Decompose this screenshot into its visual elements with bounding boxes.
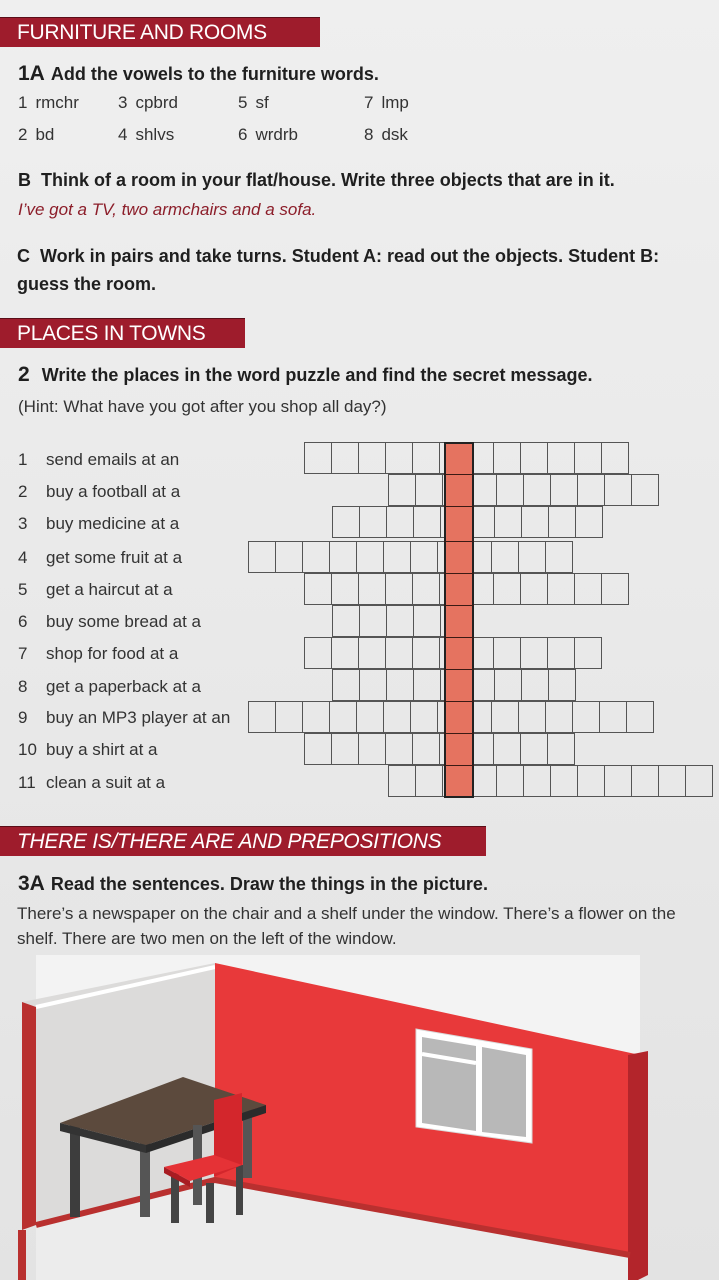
puzzle-cell[interactable] bbox=[412, 573, 440, 605]
section-title: THERE IS/THERE ARE AND PREPOSITIONS bbox=[17, 830, 442, 853]
exercise-letter: B bbox=[18, 170, 31, 190]
section-banner-furniture bbox=[0, 17, 320, 47]
puzzle-cell[interactable] bbox=[604, 765, 632, 797]
puzzle-cell[interactable] bbox=[356, 701, 384, 733]
puzzle-cell[interactable] bbox=[304, 733, 332, 765]
puzzle-cell[interactable] bbox=[358, 442, 386, 474]
puzzle-cell[interactable] bbox=[304, 637, 332, 669]
puzzle-cell[interactable] bbox=[302, 701, 330, 733]
puzzle-cell[interactable] bbox=[415, 765, 443, 797]
puzzle-cell[interactable] bbox=[574, 637, 602, 669]
puzzle-cell[interactable] bbox=[521, 669, 549, 701]
puzzle-cell[interactable] bbox=[413, 605, 441, 637]
puzzle-cell[interactable] bbox=[412, 637, 440, 669]
puzzle-cell[interactable] bbox=[248, 701, 276, 733]
puzzle-cell[interactable] bbox=[383, 541, 411, 573]
exercise-number: 3A bbox=[18, 872, 45, 895]
exercise-1b-heading bbox=[18, 170, 615, 191]
puzzle-cell[interactable] bbox=[599, 701, 627, 733]
grid-line bbox=[444, 506, 474, 507]
grid-line bbox=[444, 637, 474, 638]
puzzle-cell[interactable] bbox=[491, 541, 519, 573]
puzzle-cell[interactable] bbox=[547, 573, 575, 605]
puzzle-cell[interactable] bbox=[388, 765, 416, 797]
puzzle-cell[interactable] bbox=[331, 733, 359, 765]
puzzle-cell[interactable] bbox=[332, 669, 360, 701]
puzzle-cell[interactable] bbox=[601, 442, 629, 474]
secret-message-column bbox=[444, 442, 474, 798]
puzzle-row-2 bbox=[388, 474, 658, 506]
hint-text: (Hint: What have you got after you shop all day?) bbox=[18, 397, 387, 416]
puzzle-cell[interactable] bbox=[631, 765, 659, 797]
exercise-instruction: Read the sentences. Draw the things in the picture. bbox=[50, 874, 488, 894]
puzzle-cell[interactable] bbox=[383, 701, 411, 733]
puzzle-cell[interactable] bbox=[658, 765, 686, 797]
exercise-3a-text: There’s a newspaper on the chair and a shelf under the window. There’s a flower on the shelf. There are two men on the left of the window. bbox=[17, 904, 676, 948]
exercise-3a-heading bbox=[18, 872, 488, 896]
puzzle-cell[interactable] bbox=[358, 573, 386, 605]
puzzle-cell[interactable] bbox=[386, 669, 414, 701]
grid-line bbox=[444, 701, 474, 702]
back-wall-edge bbox=[628, 1051, 648, 1280]
exercise-letter: C bbox=[17, 246, 30, 266]
exercise-instruction: Think of a room in your flat/house. Write three objects that are in it. bbox=[41, 170, 615, 190]
grid-line bbox=[444, 669, 474, 670]
puzzle-cell[interactable] bbox=[493, 573, 521, 605]
puzzle-cell[interactable] bbox=[412, 733, 440, 765]
puzzle-cell[interactable] bbox=[493, 637, 521, 669]
puzzle-cell[interactable] bbox=[547, 637, 575, 669]
clue-item: 10 buy a shirt at a bbox=[18, 740, 158, 759]
word-item: 6 wrdrb bbox=[238, 125, 298, 144]
word-item: 3 cpbrd bbox=[118, 93, 178, 112]
puzzle-cell[interactable] bbox=[304, 442, 332, 474]
puzzle-cell[interactable] bbox=[413, 506, 441, 538]
puzzle-cell[interactable] bbox=[577, 474, 605, 506]
puzzle-cell[interactable] bbox=[248, 541, 276, 573]
puzzle-cell[interactable] bbox=[496, 474, 524, 506]
puzzle-cell[interactable] bbox=[332, 605, 360, 637]
puzzle-cell[interactable] bbox=[518, 541, 546, 573]
puzzle-cell[interactable] bbox=[304, 573, 332, 605]
section-banner-places bbox=[0, 318, 245, 348]
section-title: PLACES IN TOWNS bbox=[17, 322, 206, 345]
puzzle-cell[interactable] bbox=[493, 733, 521, 765]
clue-item: 6 buy some bread at a bbox=[18, 612, 201, 631]
puzzle-cell[interactable] bbox=[331, 573, 359, 605]
grid-line bbox=[444, 573, 474, 574]
exercise-1a-heading bbox=[18, 62, 379, 86]
puzzle-cell[interactable] bbox=[386, 506, 414, 538]
puzzle-cell[interactable] bbox=[520, 573, 548, 605]
puzzle-cell[interactable] bbox=[329, 541, 357, 573]
puzzle-cell[interactable] bbox=[494, 669, 522, 701]
puzzle-cell[interactable] bbox=[329, 701, 357, 733]
word-item: 4 shlvs bbox=[118, 125, 175, 144]
puzzle-cell[interactable] bbox=[275, 541, 303, 573]
puzzle-cell[interactable] bbox=[548, 506, 576, 538]
puzzle-cell[interactable] bbox=[302, 541, 330, 573]
example-sentence: I’ve got a TV, two armchairs and a sofa. bbox=[18, 200, 317, 219]
puzzle-cell[interactable] bbox=[548, 669, 576, 701]
puzzle-cell[interactable] bbox=[415, 474, 443, 506]
puzzle-cell[interactable] bbox=[545, 701, 573, 733]
clue-item: 8 get a paperback at a bbox=[18, 677, 202, 696]
puzzle-cell[interactable] bbox=[550, 474, 578, 506]
puzzle-cell[interactable] bbox=[545, 541, 573, 573]
puzzle-cell[interactable] bbox=[521, 506, 549, 538]
puzzle-cell[interactable] bbox=[604, 474, 632, 506]
puzzle-cell[interactable] bbox=[388, 474, 416, 506]
puzzle-cell[interactable] bbox=[520, 733, 548, 765]
left-wall-edge bbox=[22, 1002, 36, 1230]
puzzle-cell[interactable] bbox=[359, 605, 387, 637]
clue-item: 2 buy a football at a bbox=[18, 482, 181, 501]
puzzle-cell[interactable] bbox=[385, 733, 413, 765]
word-item: 1 rmchr bbox=[18, 93, 79, 112]
puzzle-cell[interactable] bbox=[523, 474, 551, 506]
puzzle-cell[interactable] bbox=[412, 442, 440, 474]
puzzle-cell[interactable] bbox=[518, 701, 546, 733]
puzzle-cell[interactable] bbox=[356, 541, 384, 573]
clue-item: 1 send emails at an bbox=[18, 450, 180, 469]
puzzle-cell[interactable] bbox=[410, 701, 438, 733]
puzzle-cell[interactable] bbox=[385, 637, 413, 669]
puzzle-cell[interactable] bbox=[494, 506, 522, 538]
puzzle-cell[interactable] bbox=[601, 573, 629, 605]
puzzle-cell[interactable] bbox=[358, 637, 386, 669]
puzzle-cell[interactable] bbox=[496, 765, 524, 797]
puzzle-cell[interactable] bbox=[331, 637, 359, 669]
puzzle-cell[interactable] bbox=[332, 506, 360, 538]
puzzle-cell[interactable] bbox=[572, 701, 600, 733]
puzzle-cell[interactable] bbox=[520, 442, 548, 474]
section-title: FURNITURE AND ROOMS bbox=[17, 21, 267, 44]
word-item: 7 lmp bbox=[364, 93, 409, 112]
clue-item: 11 clean a suit at a bbox=[18, 773, 166, 792]
puzzle-cell[interactable] bbox=[547, 442, 575, 474]
room-illustration[interactable] bbox=[0, 955, 719, 1280]
grid-line bbox=[444, 541, 474, 542]
puzzle-cell[interactable] bbox=[491, 701, 519, 733]
puzzle-cell[interactable] bbox=[574, 442, 602, 474]
puzzle-cell[interactable] bbox=[359, 506, 387, 538]
puzzle-row-10 bbox=[304, 733, 574, 765]
word-item: 5 sf bbox=[238, 93, 269, 112]
puzzle-cell[interactable] bbox=[520, 637, 548, 669]
puzzle-cell[interactable] bbox=[413, 669, 441, 701]
puzzle-cell[interactable] bbox=[577, 765, 605, 797]
clue-item: 9 buy an MP3 player at an bbox=[18, 708, 231, 727]
exercise-instruction: Work in pairs and take turns. Student A: read out the objects. Student B: guess the room. bbox=[17, 246, 660, 294]
puzzle-cell[interactable] bbox=[410, 541, 438, 573]
puzzle-row-11 bbox=[388, 765, 712, 797]
puzzle-cell[interactable] bbox=[359, 669, 387, 701]
exercise-2-heading bbox=[18, 363, 593, 387]
puzzle-cell[interactable] bbox=[574, 573, 602, 605]
exercise-1c bbox=[17, 242, 709, 298]
puzzle-cell[interactable] bbox=[626, 701, 654, 733]
exercise-number: 2 bbox=[18, 363, 30, 386]
word-item: 8 dsk bbox=[364, 125, 408, 144]
exercise-number: 1A bbox=[18, 62, 45, 85]
puzzle-cell[interactable] bbox=[358, 733, 386, 765]
exercise-instruction: Add the vowels to the furniture words. bbox=[50, 64, 379, 84]
clue-item: 5 get a haircut at a bbox=[18, 580, 173, 599]
clue-item: 7 shop for food at a bbox=[18, 644, 179, 663]
word-item: 2 bd bbox=[18, 125, 55, 144]
puzzle-cell[interactable] bbox=[331, 442, 359, 474]
puzzle-cell[interactable] bbox=[275, 701, 303, 733]
puzzle-cell[interactable] bbox=[550, 765, 578, 797]
exercise-instruction: Write the places in the word puzzle and find the secret message. bbox=[41, 365, 593, 385]
puzzle-cell[interactable] bbox=[385, 573, 413, 605]
grid-line bbox=[444, 605, 474, 606]
puzzle-cell[interactable] bbox=[493, 442, 521, 474]
puzzle-cell[interactable] bbox=[523, 765, 551, 797]
puzzle-cell[interactable] bbox=[385, 442, 413, 474]
section-banner-there-is bbox=[0, 826, 486, 856]
puzzle-cell[interactable] bbox=[631, 474, 659, 506]
clue-item: 4 get some fruit at a bbox=[18, 548, 183, 567]
grid-line bbox=[444, 765, 474, 766]
puzzle-row-4 bbox=[248, 541, 572, 573]
grid-line bbox=[444, 733, 474, 734]
clue-item: 3 buy medicine at a bbox=[18, 514, 180, 533]
window bbox=[416, 1029, 532, 1143]
puzzle-cell[interactable] bbox=[685, 765, 713, 797]
puzzle-cell[interactable] bbox=[386, 605, 414, 637]
puzzle-cell[interactable] bbox=[547, 733, 575, 765]
puzzle-cell[interactable] bbox=[575, 506, 603, 538]
grid-line bbox=[444, 474, 474, 475]
